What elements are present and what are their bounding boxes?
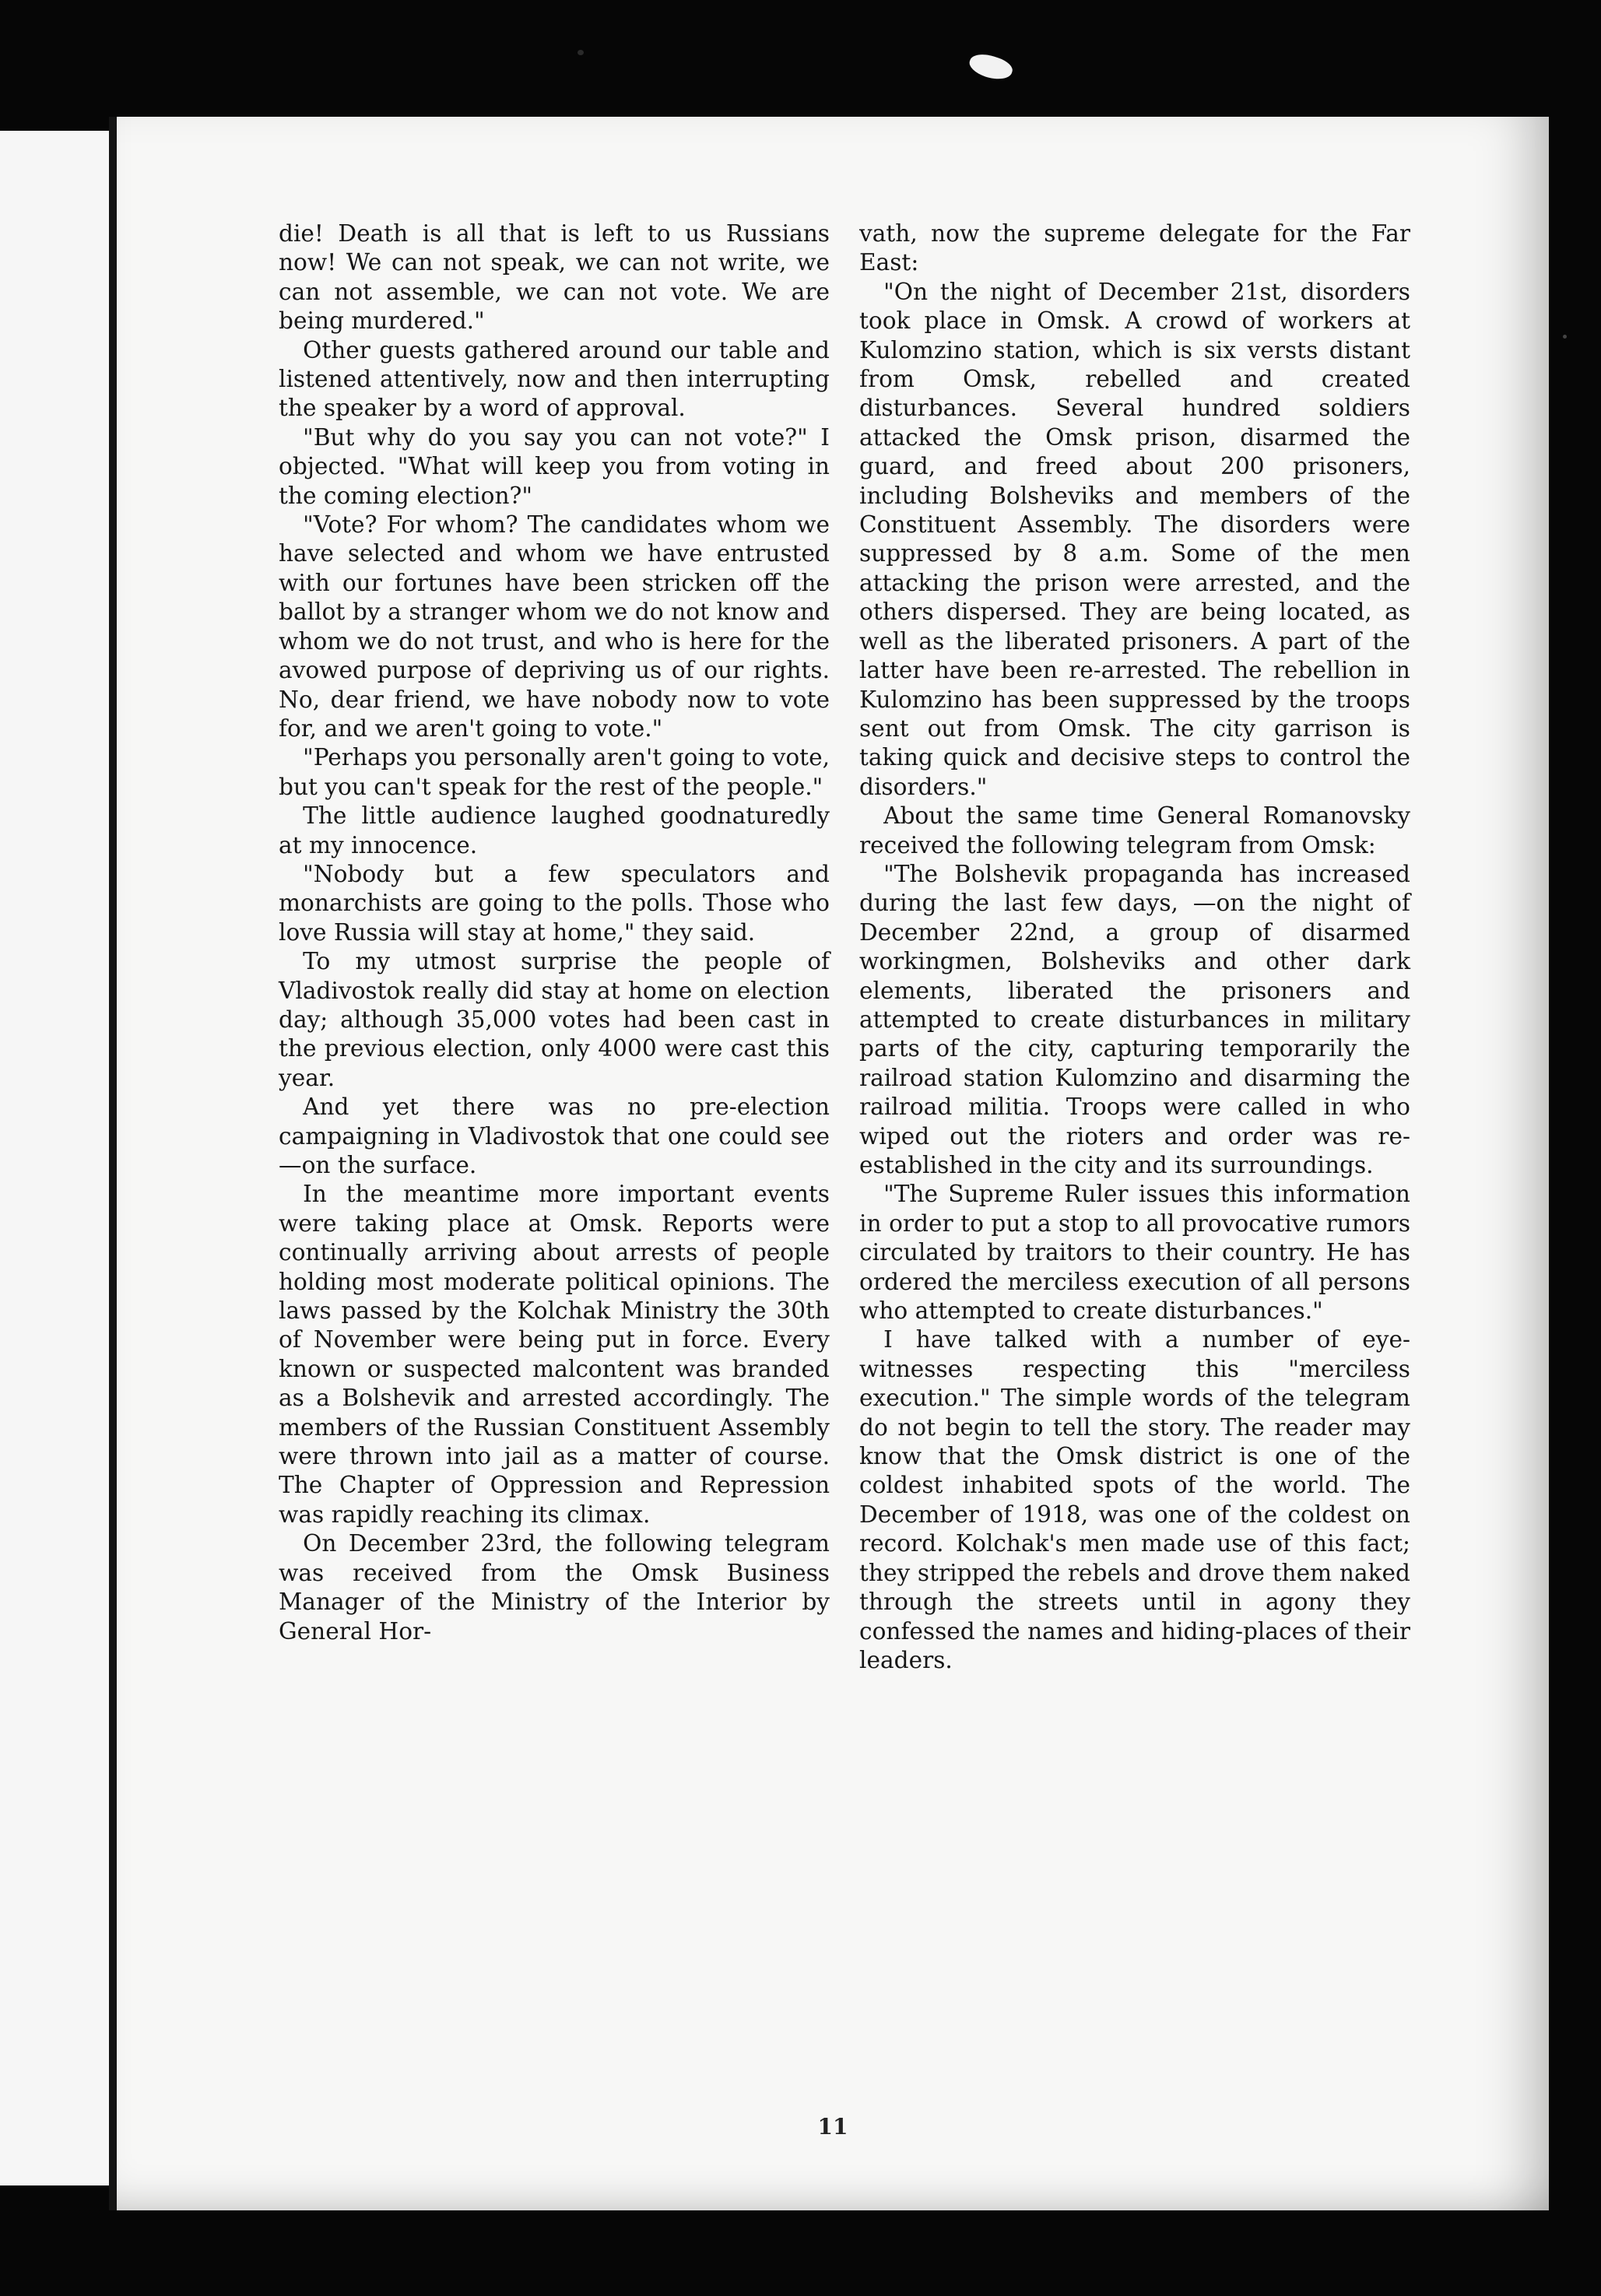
paragraph: On December 23rd, the following telegram was received from the Omsk Business Manager of the Ministry of the Interior by General Hor- xyxy=(279,1530,830,1645)
paragraph: "On the night of December 21st, disorders took place in Omsk. A crowd of workers at Kulomzino station, which is six versts distant from Omsk, rebelled and created disturbances. Several hundred soldiers attacked the Omsk prison, disarmed the guard, and freed about 200 prisoners, including Bolsheviks and members of the Constituent Assembly. The disorders were suppressed by 8 a.m. Some of the men attacking the prison were arrested, and the others dispersed. They are being located, as well as the liberated prisoners. A part of the latter have been re-arrested. The rebellion in Kulomzino has been suppressed by the troops sent out from Omsk. The city garrison is taking quick and decisive steps to control the disorders." xyxy=(859,278,1410,800)
book-page xyxy=(117,117,1549,2210)
paragraph: Other guests gathered around our table and listened attentively, now and then interrupting the speaker by a word of approval. xyxy=(279,336,830,422)
paragraph: "Vote? For whom? The candidates whom we have selected and whom we have entrusted with our fortunes have been stricken off the ballot by a stranger whom we do not know and whom we do not trust, and who is here for the avowed purpose of depriving us of our rights. No, dear friend, we have nobody now to vote for, and we aren't going to vote." xyxy=(279,511,830,742)
paragraph: I have talked with a number of eye-witnesses respecting this "merciless execution." The simple words of the telegram do not begin to tell the story. The reader may know that the Omsk district is one of the coldest inhabited spots of the world. The December of 1918, was one of the coldest on record. Kolchak's men made use of this fact; they stripped the rebels and drove them naked through the streets until in agony they confessed the names and hiding-places of their leaders. xyxy=(859,1326,1410,1673)
left-column xyxy=(279,219,830,1646)
paragraph: "Nobody but a few speculators and monarchists are going to the polls. Those who love Russia will stay at home," they said. xyxy=(279,860,830,946)
paragraph: die! Death is all that is left to us Russians now! We can not speak, we can not write, we can not assemble, we can not vote. We are being murdered." xyxy=(279,220,830,335)
dust-mark xyxy=(967,50,1015,84)
paragraph: The little audience laughed goodnaturedly at my innocence. xyxy=(279,802,830,858)
paragraph: "The Supreme Ruler issues this information in order to put a stop to all provocative rumors circulated by traitors to their country. He has ordered the merciless execution of all persons who attempted to create disturbances." xyxy=(859,1181,1410,1325)
paragraph: To my utmost surprise the people of Vladivostok really did stay at home on election day; although 35,000 votes had been cast in the previous election, only 4000 were cast this year. xyxy=(279,948,830,1091)
paragraph: About the same time General Romanovsky received the following telegram from Omsk: xyxy=(859,802,1410,858)
paragraph: "The Bolshevik propaganda has increased during the last few days, —on the night of December 22nd, a group of disarmed workingmen, Bolsheviks and other dark elements, liberated the prisoners and attempted to create disturbances in military parts of the city, capturing temporarily the railroad station Kulomzino and disarming the railroad militia. Troops were called in who wiped out the rioters and order was re-established in the city and its surroundings. xyxy=(859,860,1410,1178)
paragraph: In the meantime more important events were taking place at Omsk. Reports were continually arriving about arrests of people holding most moderate political opinions. The laws passed by the Kolchak Ministry the 30th of November were being put in force. Every known or suspected malcontent was branded as a Bolshevik and arrested accordingly. The members of the Russian Constituent Assembly were thrown into jail as a matter of course. The Chapter of Oppression and Repression was rapidly reaching its climax. xyxy=(279,1181,830,1528)
paragraph: "Perhaps you personally aren't going to vote, but you can't speak for the rest of the people." xyxy=(279,744,830,800)
dust-speck xyxy=(1563,335,1567,339)
page-gutter xyxy=(109,117,117,2210)
paragraph: "But why do you say you can not vote?" I objected. "What will keep you from voting in the coming election?" xyxy=(279,423,830,509)
page-number: 11 xyxy=(817,2114,848,2140)
right-column xyxy=(859,219,1410,1675)
paragraph: And yet there was no pre-election campaigning in Vladivostok that one could see—on the surface. xyxy=(279,1094,830,1178)
previous-page-edge xyxy=(0,131,111,2185)
paragraph: vath, now the supreme delegate for the Far East: xyxy=(859,220,1410,276)
dust-speck xyxy=(578,50,584,55)
